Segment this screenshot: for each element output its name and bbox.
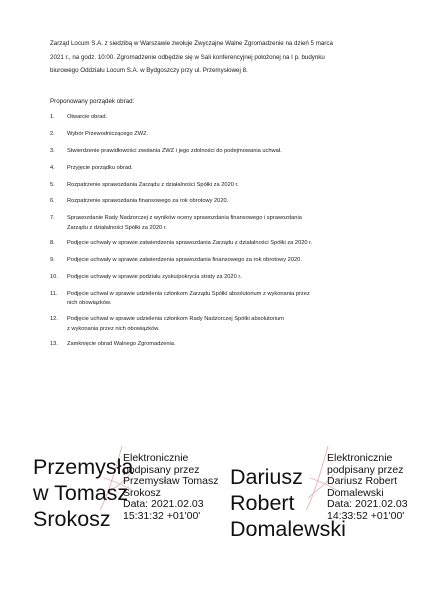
agenda-item-line: Podjęcie uchwał w sprawie udzielenia członkom Zarządu Spółki absolutorium z wykonania przez [67, 291, 310, 298]
agenda-item [50, 315, 380, 334]
agenda-item-text [67, 256, 380, 265]
signature-2-detail-line: Elektronicznie [327, 452, 393, 464]
agenda-item [50, 239, 380, 248]
agenda-item-line: Otwarcie obrad. [67, 114, 108, 120]
agenda-item-number: 9. [50, 257, 55, 264]
agenda-item-number: 11. [50, 291, 58, 298]
agenda-item-text [67, 273, 380, 282]
agenda-item-text [67, 239, 380, 248]
agenda-item-line: Wybór Przewodniczącego ZWZ. [67, 130, 149, 137]
signature-1-name-line: Przemysła [33, 455, 134, 479]
agenda-item-text [67, 130, 380, 139]
agenda-item-line: Rozpatrzenie sprawozdania finansowego za rok obrotowy 2020. [67, 198, 229, 205]
agenda-item-number: 2. [50, 130, 55, 137]
agenda-item-line: Zamknięcie obrad Walnego Zgromadzenia. [67, 341, 176, 348]
signature-1-detail-line: Srokosz [123, 486, 161, 499]
agenda-item [50, 164, 380, 173]
agenda-item-line: Podjęcie uchwały w sprawie zatwierdzenia sprawozdania finansowego za rok obrotowy 2020. [67, 257, 302, 264]
signature-1-name-line: w Tomasz [33, 481, 129, 505]
signature-1-name-line: Srokosz [33, 507, 111, 531]
signature-1-detail-line: Data: 2021.02.03 [123, 498, 204, 510]
agenda-item-text [67, 290, 380, 309]
agenda-item [50, 256, 380, 265]
intro-line: Zarząd Locum S.A. z siedzibą w Warszawie zwołuje Zwyczajne Walne Zgromadzenie na dzień 5 marca [50, 40, 333, 47]
signature-2-name-line: Dariusz [230, 465, 303, 489]
agenda-item-number: 3. [50, 147, 55, 154]
intro-line: biurowego Oddziału Locum S.A. w Bydgoszczy przy ul. Przemysłowej 8. [50, 67, 248, 74]
agenda-item-line: Stwierdzenie prawidłowości zwołania ZWZ i jego zdolności do podejmowania uchwał. [67, 147, 282, 154]
signature-1-name [33, 454, 133, 532]
agenda-item-text [67, 147, 380, 156]
signature-2-detail-line: podpisany przez [327, 463, 404, 476]
signature-1-details [123, 453, 219, 522]
signature-2-detail-line: Domalewski [327, 486, 384, 499]
agenda-item-line: Zarządu z działalności Spółki za 2020 r. [67, 224, 167, 231]
agenda-item-text [67, 340, 380, 349]
agenda-item-line: Sprawozdanie Rady Nadzorczej z wyników oceny sprawozdania finansowego i sprawozdania [67, 215, 302, 222]
agenda-item [50, 290, 380, 309]
agenda-item-text [67, 315, 380, 334]
signature-1-detail-line: podpisany przez [123, 463, 200, 476]
agenda-heading: Proponowany porządek obrad: [50, 98, 135, 105]
agenda-item-number: 13. [50, 341, 58, 348]
agenda-item-line: Rozpatrzenie sprawozdania Zarządu z działalności Spółki za 2020 r. [67, 181, 239, 188]
agenda-item-line: Przyjęcie porządku obrad. [67, 164, 133, 171]
agenda-item [50, 273, 380, 282]
agenda-item-number: 1. [50, 114, 55, 120]
agenda-item [50, 340, 380, 349]
agenda-item-number: 5. [50, 181, 55, 188]
agenda-item-text [67, 113, 380, 122]
agenda-item-text [67, 164, 380, 173]
signature-2-name-line: Robert [230, 491, 295, 515]
agenda-item-line: Podjęcie uchwał w sprawie udzielenia członkom Rady Nadzorczej Spółki absolutorium [67, 316, 284, 323]
agenda-item-line: Podjęcie uchwały w sprawie podziału zysku/pokrycia straty za 2020 r. [67, 274, 242, 281]
agenda-item [50, 130, 380, 139]
signature-2-name-line: Domalewski [230, 517, 346, 541]
agenda-item [50, 197, 380, 206]
agenda-item [50, 214, 380, 233]
agenda-item [50, 147, 380, 156]
agenda-item-text [67, 197, 380, 206]
agenda-item-line: nich obowiązków. [67, 300, 112, 307]
intro-line: 2021 r., na godz. 10:00. Zgromadzenie odbędzie się w Sali konferencyjnej położonej na I p. budynku [50, 53, 325, 61]
signature-2-detail-line: Dariusz Robert [327, 475, 398, 487]
intro-paragraph [50, 37, 380, 78]
agenda-item-number: 8. [50, 240, 55, 247]
agenda-item-text [67, 181, 380, 190]
agenda-item-number: 7. [50, 215, 55, 222]
agenda-item [50, 113, 380, 122]
signature-2-detail-line: 14:33:52 +01'00' [327, 509, 405, 522]
signature-1-detail-line: Przemysław Tomasz [123, 475, 219, 487]
agenda-item-number: 6. [50, 198, 55, 205]
signature-2-details [327, 453, 408, 522]
agenda-item-number: 4. [50, 164, 55, 171]
signature-2-detail-line: Data: 2021.02.03 [327, 498, 408, 510]
agenda-item-line: z wykonania przez nich obowiązków. [67, 325, 160, 332]
agenda-item-line: Podjęcie uchwały w sprawie zatwierdzenia sprawozdania Zarządu z działalności Spółki za 2020 r. [67, 240, 313, 247]
agenda-list [50, 113, 380, 357]
agenda-item-number: 12. [50, 316, 58, 323]
agenda-item-text [67, 214, 380, 233]
agenda-item-number: 10. [50, 274, 58, 281]
signature-1-detail-line: 15:31:32 +01'00' [123, 509, 201, 522]
agenda-item [50, 181, 380, 190]
signature-1-detail-line: Elektronicznie [123, 452, 189, 464]
